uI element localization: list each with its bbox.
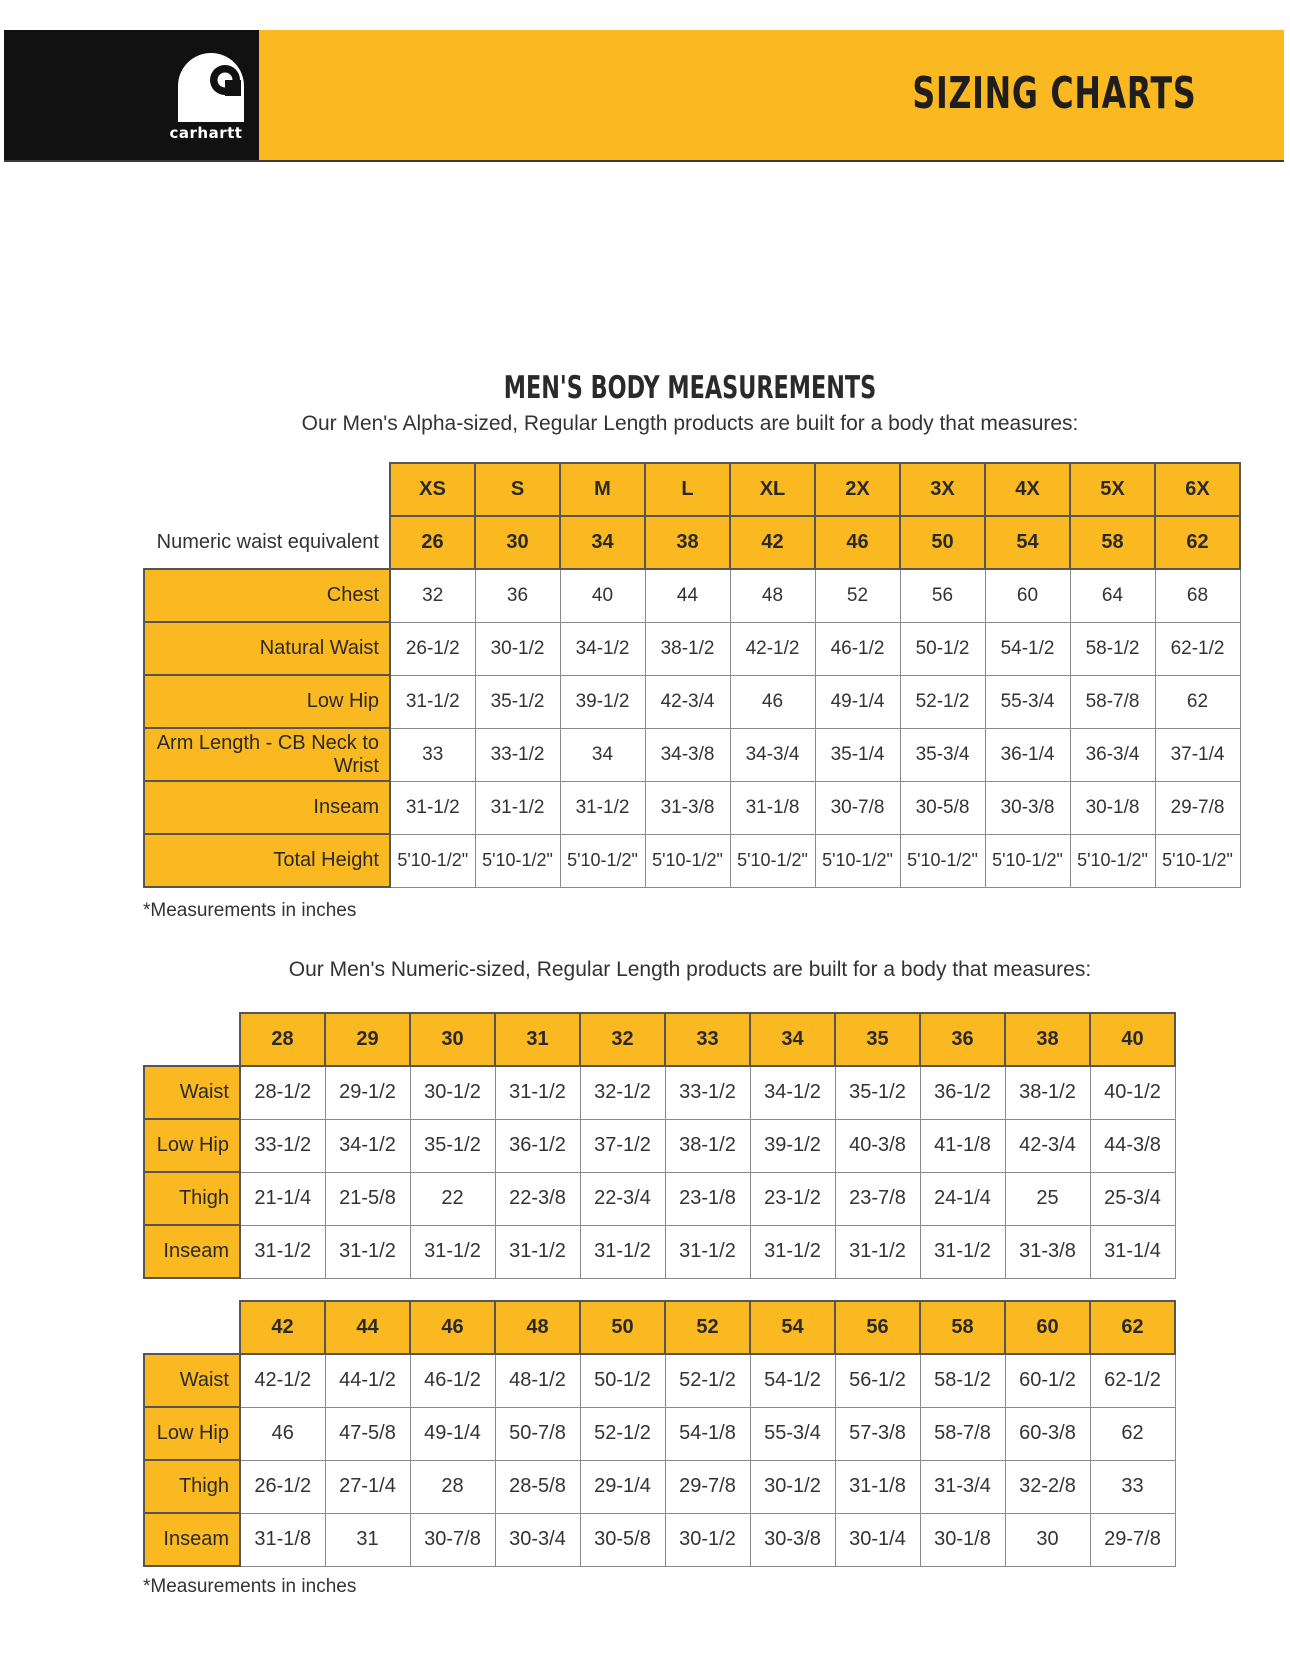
size-header: L	[645, 463, 730, 516]
size-header: 3X	[900, 463, 985, 516]
table-cell: 33-1/2	[475, 728, 560, 781]
size-header-row	[144, 463, 1240, 516]
table-cell: 35-1/2	[410, 1119, 495, 1172]
table-cell: 42-3/4	[645, 675, 730, 728]
table-cell: 22-3/8	[495, 1172, 580, 1225]
table-cell: 5'10-1/2"	[730, 834, 815, 887]
waist-equivalent: 30	[475, 516, 560, 569]
row-label: Inseam	[144, 1225, 240, 1278]
table-cell: 31-3/8	[1005, 1225, 1090, 1278]
size-header: 44	[325, 1301, 410, 1354]
table-cell: 26-1/2	[240, 1460, 325, 1513]
table-cell: 60	[985, 569, 1070, 622]
table-cell: 54-1/2	[985, 622, 1070, 675]
table-cell: 31-1/2	[475, 781, 560, 834]
empty-corner	[144, 463, 390, 516]
table-cell: 35-1/4	[815, 728, 900, 781]
size-header: 32	[580, 1013, 665, 1066]
table-cell: 35-1/2	[475, 675, 560, 728]
alpha-size-table	[143, 462, 1241, 888]
row-label: Arm Length - CB Neck to Wrist	[144, 728, 390, 781]
table-cell: 38-1/2	[645, 622, 730, 675]
numeric-size-table-1	[143, 1012, 1176, 1279]
size-header: 38	[1005, 1013, 1090, 1066]
row-label: Low Hip	[144, 1407, 240, 1460]
table-cell: 35-1/2	[835, 1066, 920, 1119]
table-cell: 30-1/2	[475, 622, 560, 675]
table-cell: 42-1/2	[240, 1354, 325, 1407]
table-cell: 55-3/4	[985, 675, 1070, 728]
table-cell: 30-1/8	[920, 1513, 1005, 1566]
table-cell: 58-1/2	[1070, 622, 1155, 675]
table-cell: 25	[1005, 1172, 1090, 1225]
table-cell: 30	[1005, 1513, 1090, 1566]
size-header: 28	[240, 1013, 325, 1066]
waist-equivalent: 42	[730, 516, 815, 569]
size-header: 58	[920, 1301, 1005, 1354]
row-label: Waist	[144, 1354, 240, 1407]
size-header: 34	[750, 1013, 835, 1066]
table-cell: 36-3/4	[1070, 728, 1155, 781]
table-cell: 40-3/8	[835, 1119, 920, 1172]
table-cell: 37-1/4	[1155, 728, 1240, 781]
table-cell: 62-1/2	[1090, 1354, 1175, 1407]
size-header: 52	[665, 1301, 750, 1354]
table-cell: 31-1/2	[390, 675, 475, 728]
table-cell: 23-1/2	[750, 1172, 835, 1225]
row-label: Inseam	[144, 781, 390, 834]
row-label: Inseam	[144, 1513, 240, 1566]
table-cell: 26-1/2	[390, 622, 475, 675]
table-cell: 33-1/2	[665, 1066, 750, 1119]
table-cell: 58-7/8	[1070, 675, 1155, 728]
size-header-row	[144, 1013, 1175, 1066]
table-cell: 39-1/2	[560, 675, 645, 728]
table-cell: 5'10-1/2"	[1070, 834, 1155, 887]
table-cell: 30-1/2	[665, 1513, 750, 1566]
size-header: 5X	[1070, 463, 1155, 516]
row-label: Total Height	[144, 834, 390, 887]
table-row	[144, 1119, 1175, 1172]
table-cell: 30-5/8	[580, 1513, 665, 1566]
table-cell: 50-1/2	[580, 1354, 665, 1407]
row-label: Numeric waist equivalent	[156, 530, 379, 553]
table-cell: 56	[900, 569, 985, 622]
table-cell: 48	[730, 569, 815, 622]
numeric-size-table-2	[143, 1300, 1176, 1567]
table-cell: 36-1/4	[985, 728, 1070, 781]
size-header: 60	[1005, 1301, 1090, 1354]
table-cell: 5'10-1/2"	[1155, 834, 1240, 887]
table-row	[144, 834, 1240, 887]
section-title: MEN'S BODY MEASUREMENTS	[503, 370, 877, 406]
table-row	[144, 1354, 1175, 1407]
size-header: 4X	[985, 463, 1070, 516]
table-cell: 46-1/2	[410, 1354, 495, 1407]
measurement-note: *Measurements in inches	[143, 1576, 357, 1597]
table-cell: 31-1/2	[580, 1225, 665, 1278]
size-header: 62	[1090, 1301, 1175, 1354]
size-header-row	[144, 1301, 1175, 1354]
brand-logo	[4, 30, 259, 160]
table-cell: 22	[410, 1172, 495, 1225]
table-cell: 32-2/8	[1005, 1460, 1090, 1513]
table-cell: 23-1/8	[665, 1172, 750, 1225]
size-header: 30	[410, 1013, 495, 1066]
table-cell: 36-1/2	[920, 1066, 1005, 1119]
table-cell: 5'10-1/2"	[560, 834, 645, 887]
brand-name: carhartt	[169, 124, 243, 142]
table-cell: 44-1/2	[325, 1354, 410, 1407]
table-cell: 27-1/4	[325, 1460, 410, 1513]
size-header: 40	[1090, 1013, 1175, 1066]
table-cell: 46	[730, 675, 815, 728]
table-cell: 30-1/2	[750, 1460, 835, 1513]
table-cell: 33	[1090, 1460, 1175, 1513]
table-cell: 5'10-1/2"	[815, 834, 900, 887]
size-header: 29	[325, 1013, 410, 1066]
table-cell: 37-1/2	[580, 1119, 665, 1172]
table-cell: 31-1/2	[240, 1225, 325, 1278]
table-cell: 44-3/8	[1090, 1119, 1175, 1172]
table-cell: 60-1/2	[1005, 1354, 1090, 1407]
size-header: 35	[835, 1013, 920, 1066]
size-header: 6X	[1155, 463, 1240, 516]
table-cell: 33	[390, 728, 475, 781]
table-cell: 55-3/4	[750, 1407, 835, 1460]
table-row	[144, 1066, 1175, 1119]
table-cell: 29-7/8	[1090, 1513, 1175, 1566]
table-cell: 31-1/2	[325, 1225, 410, 1278]
size-header: S	[475, 463, 560, 516]
table-cell: 31-1/8	[240, 1513, 325, 1566]
table-cell: 46	[240, 1407, 325, 1460]
waist-equivalent: 34	[560, 516, 645, 569]
table-cell: 54-1/2	[750, 1354, 835, 1407]
table-cell: 22-3/4	[580, 1172, 665, 1225]
table-cell: 23-7/8	[835, 1172, 920, 1225]
header-bar	[4, 30, 1284, 162]
table-cell: 29-7/8	[1155, 781, 1240, 834]
table-cell: 31-1/2	[560, 781, 645, 834]
size-header: 36	[920, 1013, 1005, 1066]
table-cell: 32-1/2	[580, 1066, 665, 1119]
table-cell: 34	[560, 728, 645, 781]
table-cell: 34-3/4	[730, 728, 815, 781]
table-cell: 31-3/8	[645, 781, 730, 834]
table-row	[144, 728, 1240, 781]
table-cell: 41-1/8	[920, 1119, 1005, 1172]
table-cell: 60-3/8	[1005, 1407, 1090, 1460]
table-cell: 30-3/4	[495, 1513, 580, 1566]
table-cell: 30-1/4	[835, 1513, 920, 1566]
table-cell: 40	[560, 569, 645, 622]
table-cell: 50-1/2	[900, 622, 985, 675]
table-cell: 36	[475, 569, 560, 622]
table-cell: 52	[815, 569, 900, 622]
table-row	[144, 569, 1240, 622]
table-cell: 30-3/8	[750, 1513, 835, 1566]
empty-corner	[144, 1013, 240, 1066]
table-cell: 68	[1155, 569, 1240, 622]
empty-corner	[144, 1301, 240, 1354]
page-title: SIZING CHARTS	[912, 68, 1196, 119]
row-label: Thigh	[144, 1172, 240, 1225]
alpha-intro: Our Men's Alpha-sized, Regular Length products are built for a body that measures:	[301, 412, 1079, 435]
measurement-note: *Measurements in inches	[143, 900, 357, 921]
waist-equivalent-row	[144, 516, 1240, 569]
table-cell: 56-1/2	[835, 1354, 920, 1407]
size-header: 2X	[815, 463, 900, 516]
table-cell: 49-1/4	[410, 1407, 495, 1460]
table-cell: 30-1/2	[410, 1066, 495, 1119]
size-header: XS	[390, 463, 475, 516]
table-cell: 30-7/8	[815, 781, 900, 834]
table-cell: 42-3/4	[1005, 1119, 1090, 1172]
table-cell: 40-1/2	[1090, 1066, 1175, 1119]
waist-equivalent: 58	[1070, 516, 1155, 569]
table-cell: 5'10-1/2"	[900, 834, 985, 887]
table-cell: 58-7/8	[920, 1407, 1005, 1460]
table-cell: 57-3/8	[835, 1407, 920, 1460]
waist-equivalent: 38	[645, 516, 730, 569]
row-label: Natural Waist	[144, 622, 390, 675]
table-row	[144, 1172, 1175, 1225]
table-cell: 21-1/4	[240, 1172, 325, 1225]
waist-equivalent: 54	[985, 516, 1070, 569]
table-cell: 25-3/4	[1090, 1172, 1175, 1225]
table-cell: 21-5/8	[325, 1172, 410, 1225]
table-cell: 5'10-1/2"	[475, 834, 560, 887]
table-cell: 34-3/8	[645, 728, 730, 781]
table-cell: 62	[1090, 1407, 1175, 1460]
table-cell: 29-1/4	[580, 1460, 665, 1513]
table-row	[144, 1460, 1175, 1513]
row-label: Waist	[144, 1066, 240, 1119]
table-cell: 28-5/8	[495, 1460, 580, 1513]
table-row	[144, 675, 1240, 728]
carhartt-c-icon	[174, 52, 248, 124]
table-cell: 33-1/2	[240, 1119, 325, 1172]
size-header: M	[560, 463, 645, 516]
size-header: 48	[495, 1301, 580, 1354]
table-cell: 31-1/2	[665, 1225, 750, 1278]
table-cell: 54-1/8	[665, 1407, 750, 1460]
table-cell: 31-1/2	[410, 1225, 495, 1278]
table-cell: 34-1/2	[325, 1119, 410, 1172]
table-cell: 31-1/4	[1090, 1225, 1175, 1278]
row-label: Low Hip	[144, 675, 390, 728]
table-cell: 5'10-1/2"	[645, 834, 730, 887]
waist-equivalent: 46	[815, 516, 900, 569]
table-cell: 39-1/2	[750, 1119, 835, 1172]
table-cell: 31-1/2	[495, 1066, 580, 1119]
table-cell: 30-1/8	[1070, 781, 1155, 834]
table-cell: 28-1/2	[240, 1066, 325, 1119]
table-cell: 31-1/2	[390, 781, 475, 834]
size-header: 31	[495, 1013, 580, 1066]
table-cell: 48-1/2	[495, 1354, 580, 1407]
table-cell: 38-1/2	[1005, 1066, 1090, 1119]
table-cell: 31-1/2	[750, 1225, 835, 1278]
table-row	[144, 1225, 1175, 1278]
size-header: 56	[835, 1301, 920, 1354]
table-cell: 32	[390, 569, 475, 622]
size-header: 46	[410, 1301, 495, 1354]
table-cell: 52-1/2	[900, 675, 985, 728]
table-cell: 31-1/2	[835, 1225, 920, 1278]
row-label: Thigh	[144, 1460, 240, 1513]
table-cell: 31-1/8	[730, 781, 815, 834]
numeric-intro: Our Men's Numeric-sized, Regular Length products are built for a body that measures:	[288, 958, 1092, 981]
table-cell: 58-1/2	[920, 1354, 1005, 1407]
table-cell: 31-1/2	[495, 1225, 580, 1278]
table-cell: 31-1/2	[920, 1225, 1005, 1278]
table-cell: 44	[645, 569, 730, 622]
size-header: XL	[730, 463, 815, 516]
table-cell: 62-1/2	[1155, 622, 1240, 675]
table-cell: 64	[1070, 569, 1155, 622]
table-cell: 28	[410, 1460, 495, 1513]
waist-equivalent: 50	[900, 516, 985, 569]
table-cell: 29-7/8	[665, 1460, 750, 1513]
row-label: Low Hip	[144, 1119, 240, 1172]
table-cell: 29-1/2	[325, 1066, 410, 1119]
table-cell: 5'10-1/2"	[985, 834, 1070, 887]
table-cell: 30-5/8	[900, 781, 985, 834]
size-header: 42	[240, 1301, 325, 1354]
table-row	[144, 622, 1240, 675]
waist-equivalent: 26	[390, 516, 475, 569]
table-cell: 49-1/4	[815, 675, 900, 728]
table-cell: 38-1/2	[665, 1119, 750, 1172]
table-row	[144, 781, 1240, 834]
table-cell: 36-1/2	[495, 1119, 580, 1172]
row-label: Chest	[144, 569, 390, 622]
size-header: 33	[665, 1013, 750, 1066]
table-cell: 52-1/2	[665, 1354, 750, 1407]
table-cell: 35-3/4	[900, 728, 985, 781]
table-cell: 30-7/8	[410, 1513, 495, 1566]
table-cell: 31	[325, 1513, 410, 1566]
waist-equivalent: 62	[1155, 516, 1240, 569]
table-cell: 30-3/8	[985, 781, 1070, 834]
table-row	[144, 1407, 1175, 1460]
table-cell: 5'10-1/2"	[390, 834, 475, 887]
size-header: 54	[750, 1301, 835, 1354]
table-cell: 31-3/4	[920, 1460, 1005, 1513]
table-cell: 62	[1155, 675, 1240, 728]
table-cell: 24-1/4	[920, 1172, 1005, 1225]
table-cell: 34-1/2	[750, 1066, 835, 1119]
table-cell: 52-1/2	[580, 1407, 665, 1460]
table-cell: 46-1/2	[815, 622, 900, 675]
table-cell: 50-7/8	[495, 1407, 580, 1460]
table-cell: 47-5/8	[325, 1407, 410, 1460]
table-cell: 31-1/8	[835, 1460, 920, 1513]
size-header: 50	[580, 1301, 665, 1354]
table-cell: 42-1/2	[730, 622, 815, 675]
table-cell: 34-1/2	[560, 622, 645, 675]
table-row	[144, 1513, 1175, 1566]
